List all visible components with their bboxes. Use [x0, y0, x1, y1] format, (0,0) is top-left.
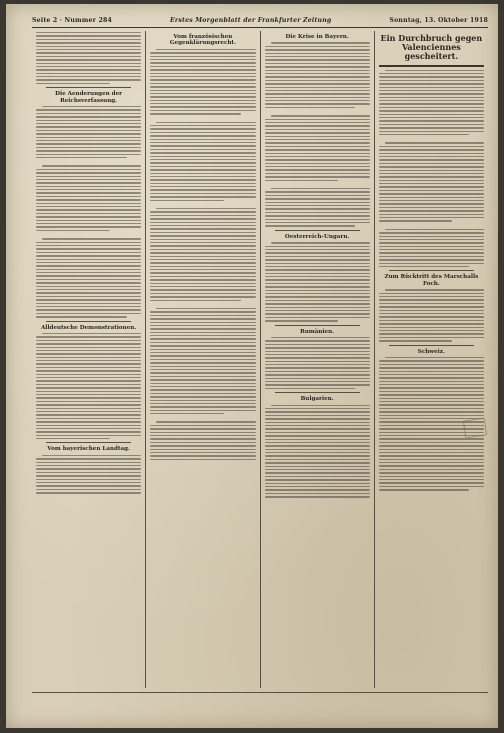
issue-date: Sonntag, 13. Oktober 1918: [389, 17, 488, 24]
headline: Die Krise in Bayern.: [285, 34, 349, 40]
headline: Oesterreich-Ungarn.: [284, 233, 350, 240]
body-text: [379, 289, 484, 341]
headline: Zum Rücktritt des Marschalls Foch.: [384, 274, 479, 287]
body-text: [265, 405, 370, 498]
column-1: [32, 31, 145, 688]
newspaper-title: Erstes Morgenblatt der Frankfurter Zeitung: [169, 17, 332, 24]
body-text: [36, 333, 141, 440]
lead-headline: Ein Durchbruch gegen Valenciennes gescheitert.: [380, 33, 483, 62]
headline: Schweiz.: [417, 348, 445, 355]
headline: Bulgarien.: [300, 396, 334, 403]
headline: Die Aenderungen der Reichsverfassung.: [55, 91, 123, 104]
running-header: [32, 16, 488, 28]
column-2: [145, 31, 259, 688]
body-text: [265, 242, 370, 321]
body-text: [265, 337, 370, 389]
newspaper-page: [6, 4, 498, 728]
article-columns: [32, 31, 488, 688]
page-footer-rule: [32, 692, 488, 718]
column-4: [374, 31, 488, 688]
headline: Rumänien.: [300, 328, 335, 335]
body-text: [150, 49, 255, 460]
body-text: [379, 70, 484, 268]
headline: Vom bayerischen Landtag.: [47, 446, 130, 453]
headline: Alldeutsche Demonstrationen.: [40, 324, 137, 331]
body-text: [36, 32, 141, 84]
column-3: [260, 31, 374, 688]
body-text: [36, 106, 141, 317]
headline: Vom französischen Gegenklärungsrecht.: [169, 34, 236, 47]
body-text: [265, 42, 370, 226]
body-text: [36, 455, 141, 494]
page-number: Seite 2 · Nummer 284: [32, 17, 112, 24]
archive-stamp: [463, 418, 487, 439]
